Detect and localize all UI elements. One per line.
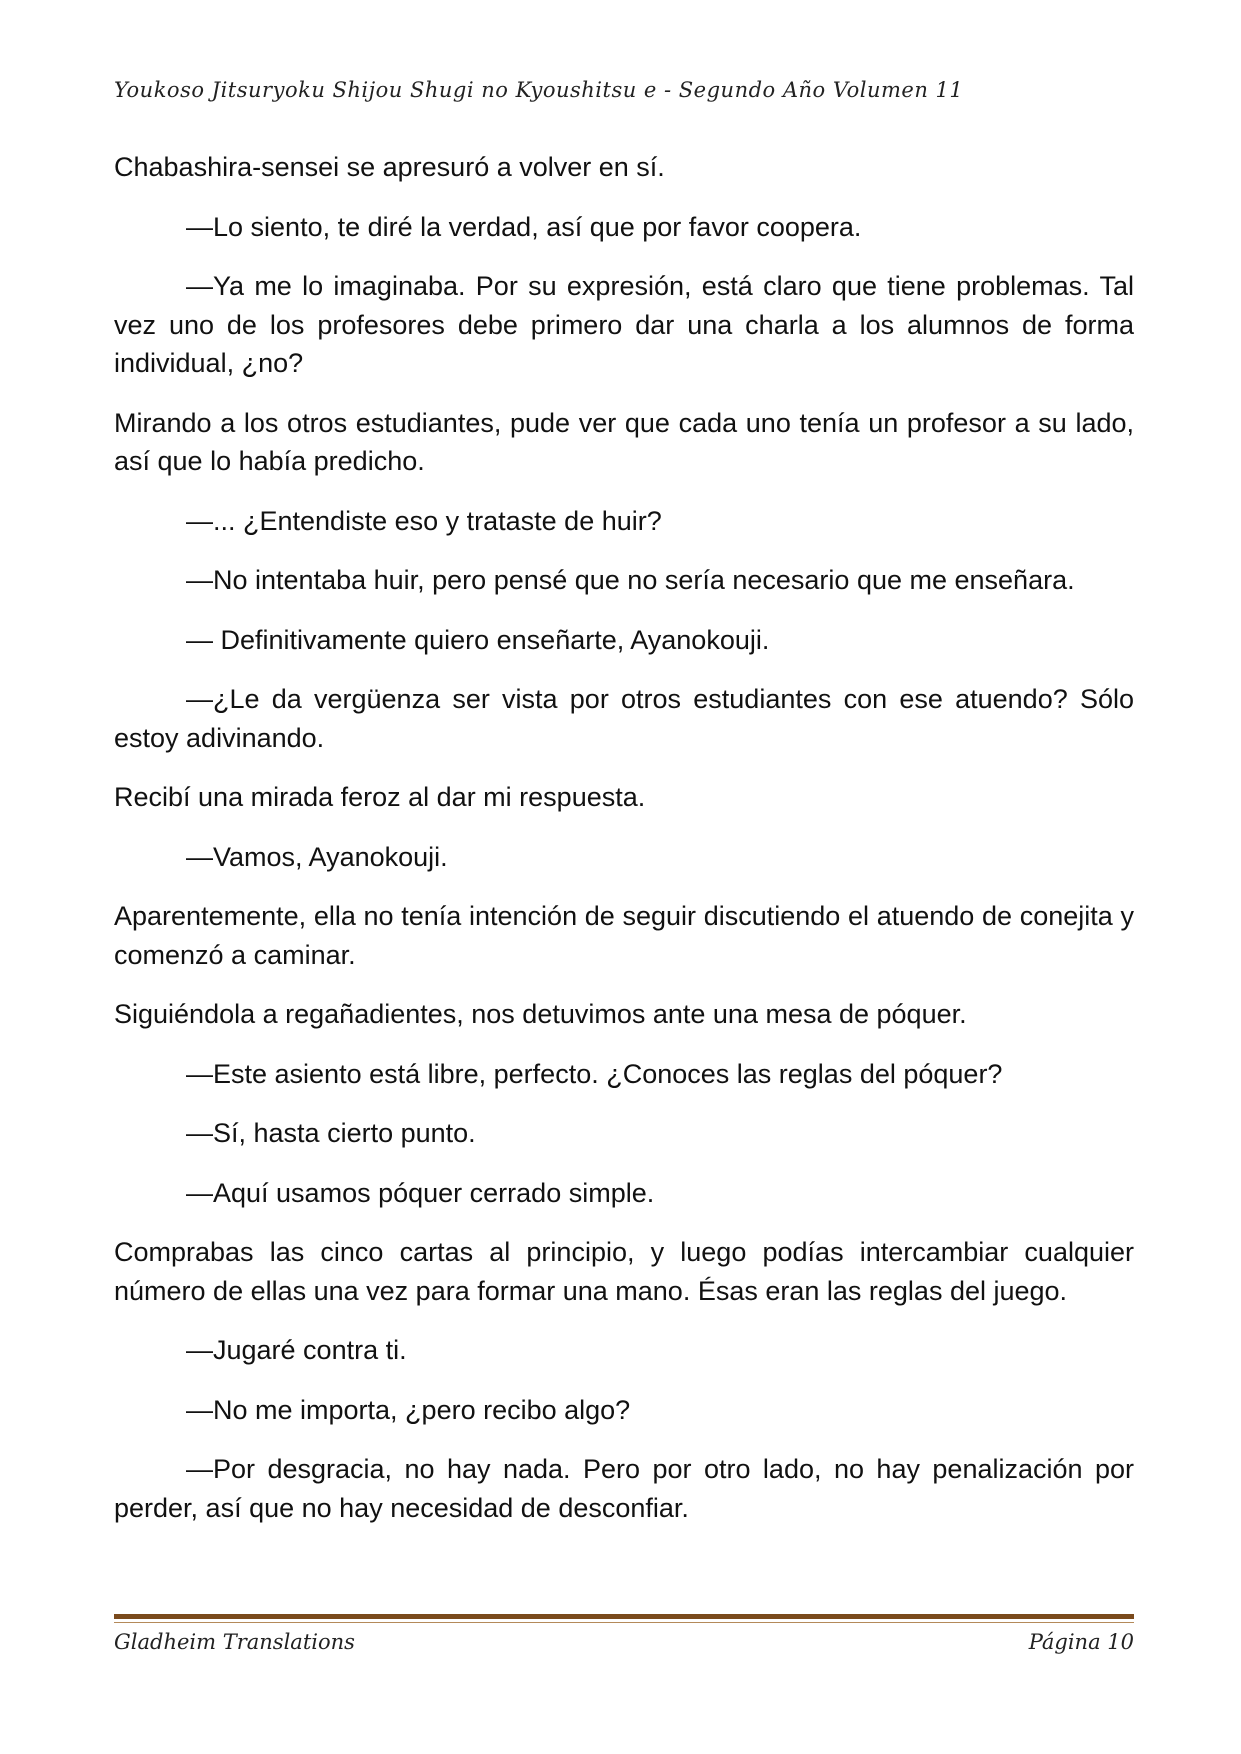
dialog-line: —¿Le da vergüenza ser vista por otros estudiantes con ese atuendo? Sólo estoy adivinando. (114, 684, 1134, 753)
dialog-line: —Ya me lo imaginaba. Por su expresión, está claro que tiene problemas. Tal vez uno de los profesores debe primero dar una charla a los alumnos de forma individual, ¿no? (114, 271, 1134, 378)
dialog-line: —Lo siento, te diré la verdad, así que por favor coopera. (186, 211, 862, 242)
translator-credit: Gladheim Translations (114, 1630, 355, 1654)
dialog-line: —Jugaré contra ti. (186, 1335, 407, 1365)
page-body (114, 148, 1134, 1548)
dialog-line: —Por desgracia, no hay nada. Pero por otro lado, no hay penalización por perder, así que no hay necesidad de desconfiar. (114, 1454, 1134, 1523)
paragraph: Siguiéndola a regañadientes, nos detuvimos ante una mesa de póquer. (114, 999, 967, 1029)
dialog-line: —Vamos, Ayanokouji. (186, 841, 448, 872)
page-number: Página 10 (1028, 1630, 1134, 1654)
dialog-line: —No intentaba huir, pero pensé que no sería necesario que me enseñara. (186, 565, 1075, 595)
paragraph: Comprabas las cinco cartas al principio, y luego podías intercambiar cualquier número de ellas una vez para formar una mano. Ésas eran las reglas del juego. (114, 1237, 1134, 1306)
dialog-line: —Este asiento está libre, perfecto. ¿Conoces las reglas del póquer? (186, 1058, 1003, 1089)
paragraph: Recibí una mirada feroz al dar mi respuesta. (114, 782, 646, 812)
dialog-line: —Aquí usamos póquer cerrado simple. (186, 1177, 655, 1208)
dialog-line: —... ¿Entendiste eso y trataste de huir? (186, 505, 662, 536)
footer-divider-thick (114, 1614, 1134, 1619)
dialog-line: —No me importa, ¿pero recibo algo? (186, 1394, 631, 1425)
paragraph: Mirando a los otros estudiantes, pude ver que cada uno tenía un profesor a su lado, así que lo había predicho. (114, 407, 1134, 476)
paragraph: Chabashira-sensei se apresuró a volver en sí. (114, 152, 665, 182)
footer-divider (114, 1614, 1134, 1623)
dialog-line: — Definitivamente quiero enseñarte, Ayanokouji. (186, 624, 770, 655)
footer-divider-thin (114, 1622, 1134, 1623)
paragraph: Aparentemente, ella no tenía intención de seguir discutiendo el atuendo de conejita y comenzó a caminar. (114, 901, 1134, 970)
page-header: Youkoso Jitsuryoku Shijou Shugi no Kyoushitsu e - Segundo Año Volumen 11 (114, 78, 964, 102)
dialog-line: —Sí, hasta cierto punto. (186, 1118, 476, 1148)
